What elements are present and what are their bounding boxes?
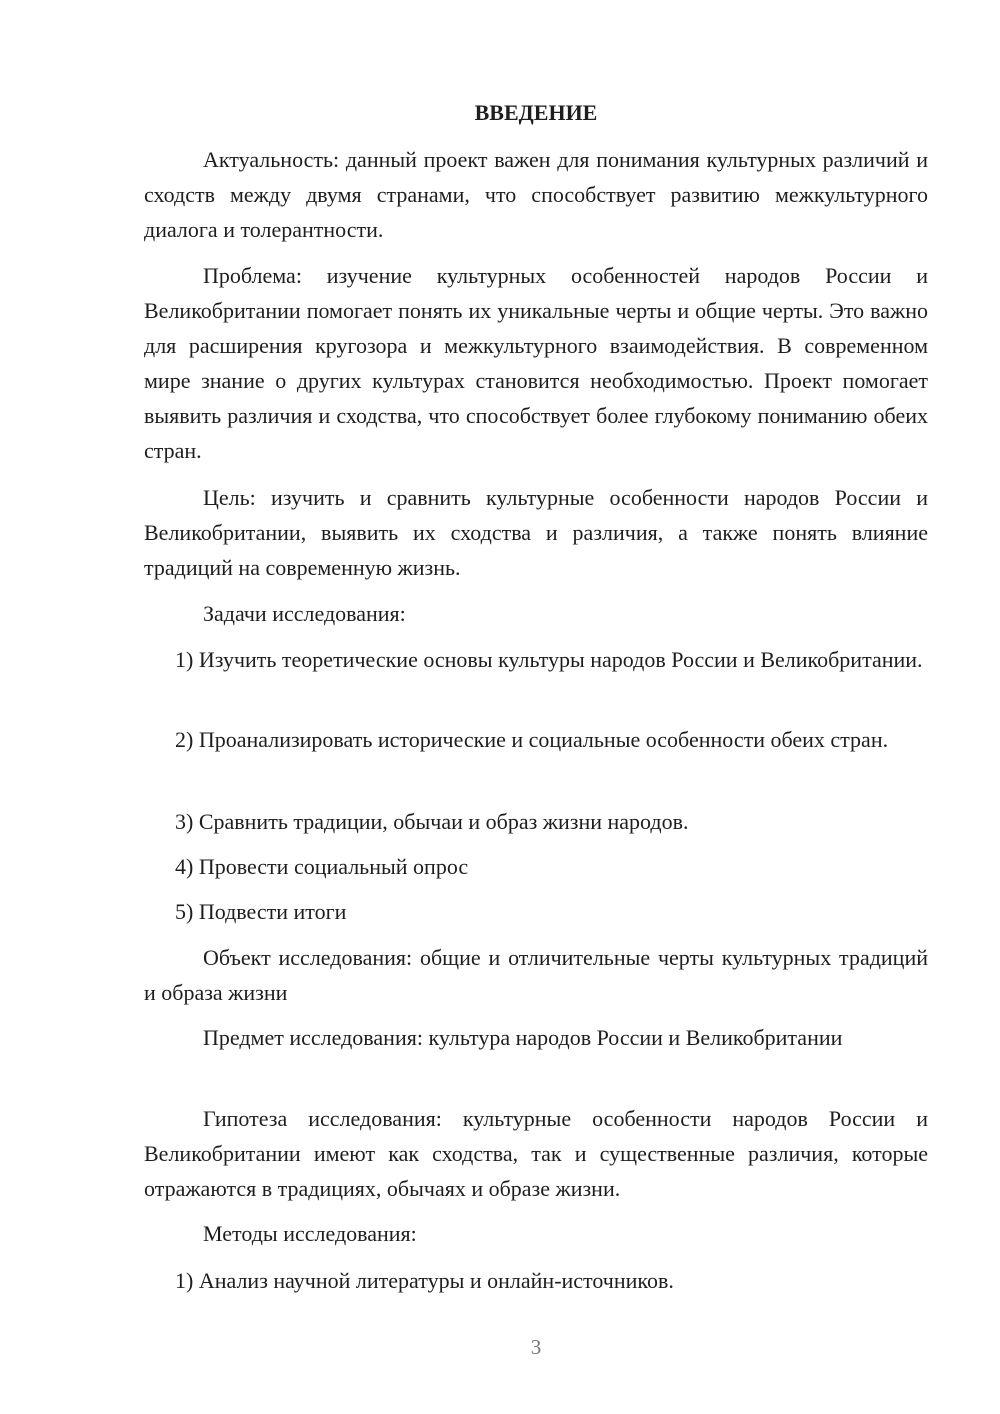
paragraph-subject: Предмет исследования: культура народов России и Великобритании bbox=[203, 1025, 843, 1050]
paragraph-problem: Проблема: изучение культурных особенностей народов России и Великобритании помогает понять их уникальные черты и общие черты. Это важно для расширения кругозора и межкультурного взаимодействия. В современном мире знание о других культурах становится необходимостью. Проект помогает выявить различия и сходства, что способствует более глубокому пониманию обеих стран. bbox=[144, 263, 928, 463]
page-number: 3 bbox=[530, 1335, 542, 1359]
task-item-4: 4) Провести социальный опрос bbox=[175, 854, 469, 879]
method-item-1: 1) Анализ научной литературы и онлайн-источников. bbox=[175, 1268, 674, 1293]
paragraph-goal: Цель: изучить и сравнить культурные особенности народов России и Великобритании, выявить их сходства и различия, а также понять влияние традиций на современную жизнь. bbox=[144, 485, 928, 580]
task-item-5: 5) Подвести итоги bbox=[175, 899, 347, 924]
paragraph-object: Объект исследования: общие и отличительные черты культурных традиций и образа жизни bbox=[144, 945, 928, 1005]
methods-heading: Методы исследования: bbox=[203, 1221, 417, 1246]
task-item-2: 2) Проанализировать исторические и социальные особенности обеих стран. bbox=[175, 727, 889, 752]
section-heading: ВВЕДЕНИЕ bbox=[474, 100, 598, 125]
task-item-3: 3) Сравнить традиции, обычаи и образ жизни народов. bbox=[175, 809, 689, 834]
tasks-heading: Задачи исследования: bbox=[203, 601, 406, 626]
task-item-1: 1) Изучить теоретические основы культуры народов России и Великобритании. bbox=[175, 647, 923, 672]
paragraph-relevance: Актуальность: данный проект важен для понимания культурных различий и сходств между двумя странами, что способствует развитию межкультурного диалога и толерантности. bbox=[144, 147, 928, 242]
paragraph-hypothesis: Гипотеза исследования: культурные особенности народов России и Великобритании имеют как сходства, так и существенные различия, которые отражаются в традициях, обычаях и образе жизни. bbox=[144, 1106, 928, 1201]
